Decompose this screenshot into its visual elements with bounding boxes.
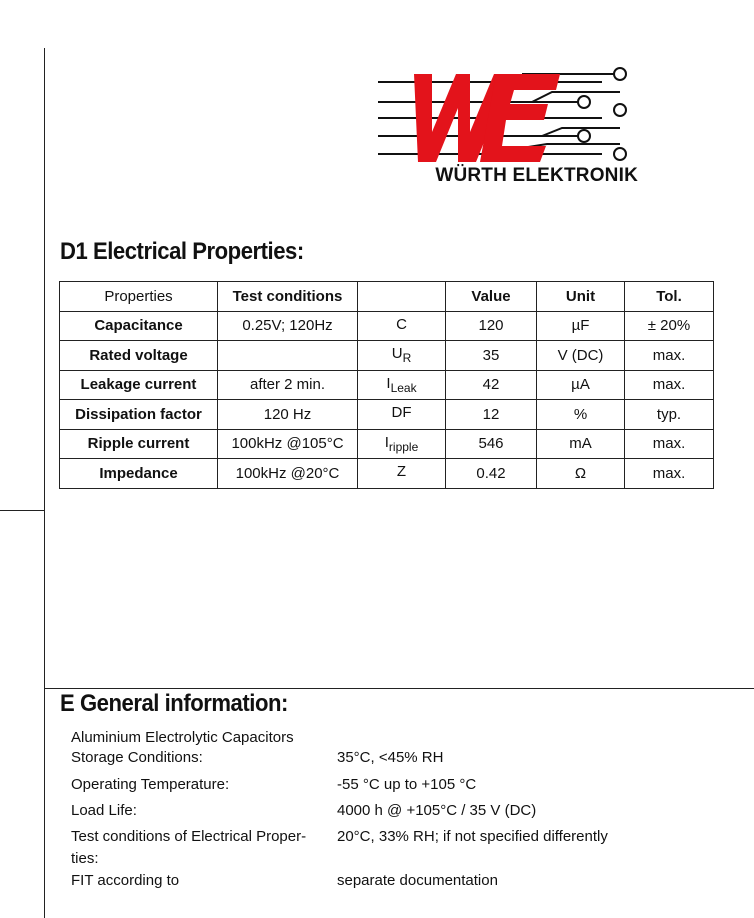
section-d-title: D1 Electrical Properties: bbox=[60, 238, 304, 265]
test-condition: 0.25V; 120Hz bbox=[218, 311, 358, 341]
unit: % bbox=[537, 400, 625, 430]
symbol-main: I bbox=[384, 433, 389, 451]
symbol bbox=[358, 400, 446, 430]
table-row bbox=[60, 400, 714, 430]
test-condition: 100kHz @105°C bbox=[218, 429, 358, 459]
unit: Ω bbox=[537, 459, 625, 489]
test-condition: 120 Hz bbox=[218, 400, 358, 430]
table-row bbox=[60, 370, 714, 400]
info-label: Test conditions of Electrical Proper-ties: bbox=[71, 828, 307, 867]
info-row bbox=[71, 774, 608, 796]
info-row bbox=[71, 870, 608, 892]
unit: V (DC) bbox=[537, 341, 625, 371]
margin-vertical-rule bbox=[44, 48, 45, 918]
symbol-subscript: Leak bbox=[390, 380, 417, 395]
symbol bbox=[358, 341, 446, 371]
value: 42 bbox=[446, 370, 537, 400]
general-intro: Aluminium Electrolytic Capacitors bbox=[71, 729, 294, 746]
info-row bbox=[71, 747, 608, 769]
tolerance: max. bbox=[625, 429, 714, 459]
info-row bbox=[71, 800, 608, 822]
tolerance: max. bbox=[625, 341, 714, 371]
symbol-subscript: ripple bbox=[388, 439, 419, 454]
property-name: Capacitance bbox=[60, 311, 218, 341]
value: 35 bbox=[446, 341, 537, 371]
info-value: 4000 h @ +105°C / 35 V (DC) bbox=[337, 802, 537, 819]
unit: µA bbox=[537, 370, 625, 400]
table-row bbox=[60, 429, 714, 459]
info-value: separate documentation bbox=[337, 872, 498, 889]
tolerance: typ. bbox=[625, 400, 714, 430]
symbol bbox=[358, 370, 446, 400]
symbol-subscript: R bbox=[402, 351, 412, 366]
test-condition: 100kHz @20°C bbox=[218, 459, 358, 489]
table-row bbox=[60, 459, 714, 489]
brand-wordmark: WÜRTH ELEKTRONIK bbox=[435, 165, 638, 186]
header-symbol bbox=[358, 282, 446, 312]
property-name: Ripple current bbox=[60, 429, 218, 459]
header-properties: Properties bbox=[60, 282, 218, 312]
value: 120 bbox=[446, 311, 537, 341]
symbol-main: C bbox=[396, 315, 407, 333]
header-value: Value bbox=[446, 282, 537, 312]
property-name: Leakage current bbox=[60, 370, 218, 400]
symbol-main: U bbox=[391, 345, 403, 363]
info-label: FIT according to bbox=[71, 872, 180, 889]
symbol-main: I bbox=[386, 374, 391, 392]
table-row bbox=[60, 341, 714, 371]
tolerance: max. bbox=[625, 459, 714, 489]
symbol-main: DF bbox=[391, 404, 412, 422]
section-e-title: E General information: bbox=[60, 690, 288, 717]
property-name: Rated voltage bbox=[60, 341, 218, 371]
value: 0.42 bbox=[446, 459, 537, 489]
value: 546 bbox=[446, 429, 537, 459]
test-condition bbox=[218, 341, 358, 371]
electrical-properties-table bbox=[59, 281, 714, 489]
info-label: Load Life: bbox=[71, 802, 137, 819]
section-divider bbox=[44, 688, 754, 689]
header-tolerance: Tol. bbox=[625, 282, 714, 312]
tolerance: ± 20% bbox=[625, 311, 714, 341]
symbol bbox=[358, 459, 446, 489]
unit: µF bbox=[537, 311, 625, 341]
info-value: 35°C, <45% RH bbox=[337, 749, 444, 766]
header-unit: Unit bbox=[537, 282, 625, 312]
table-header-row bbox=[60, 282, 714, 312]
symbol bbox=[358, 429, 446, 459]
info-row bbox=[71, 826, 608, 870]
tolerance: max. bbox=[625, 370, 714, 400]
info-value: 20°C, 33% RH; if not specified differently bbox=[337, 828, 608, 845]
header-test-conditions: Test conditions bbox=[218, 282, 358, 312]
property-name: Dissipation factor bbox=[60, 400, 218, 430]
value: 12 bbox=[446, 400, 537, 430]
general-information bbox=[71, 727, 608, 892]
info-value: -55 °C up to +105 °C bbox=[337, 776, 477, 793]
property-name: Impedance bbox=[60, 459, 218, 489]
margin-tick-rule bbox=[0, 510, 45, 511]
info-label: Operating Temperature: bbox=[71, 776, 230, 793]
symbol-main: Z bbox=[396, 463, 407, 481]
info-label: Storage Conditions: bbox=[71, 749, 203, 766]
symbol bbox=[358, 311, 446, 341]
unit: mA bbox=[537, 429, 625, 459]
test-condition: after 2 min. bbox=[218, 370, 358, 400]
table-row bbox=[60, 311, 714, 341]
